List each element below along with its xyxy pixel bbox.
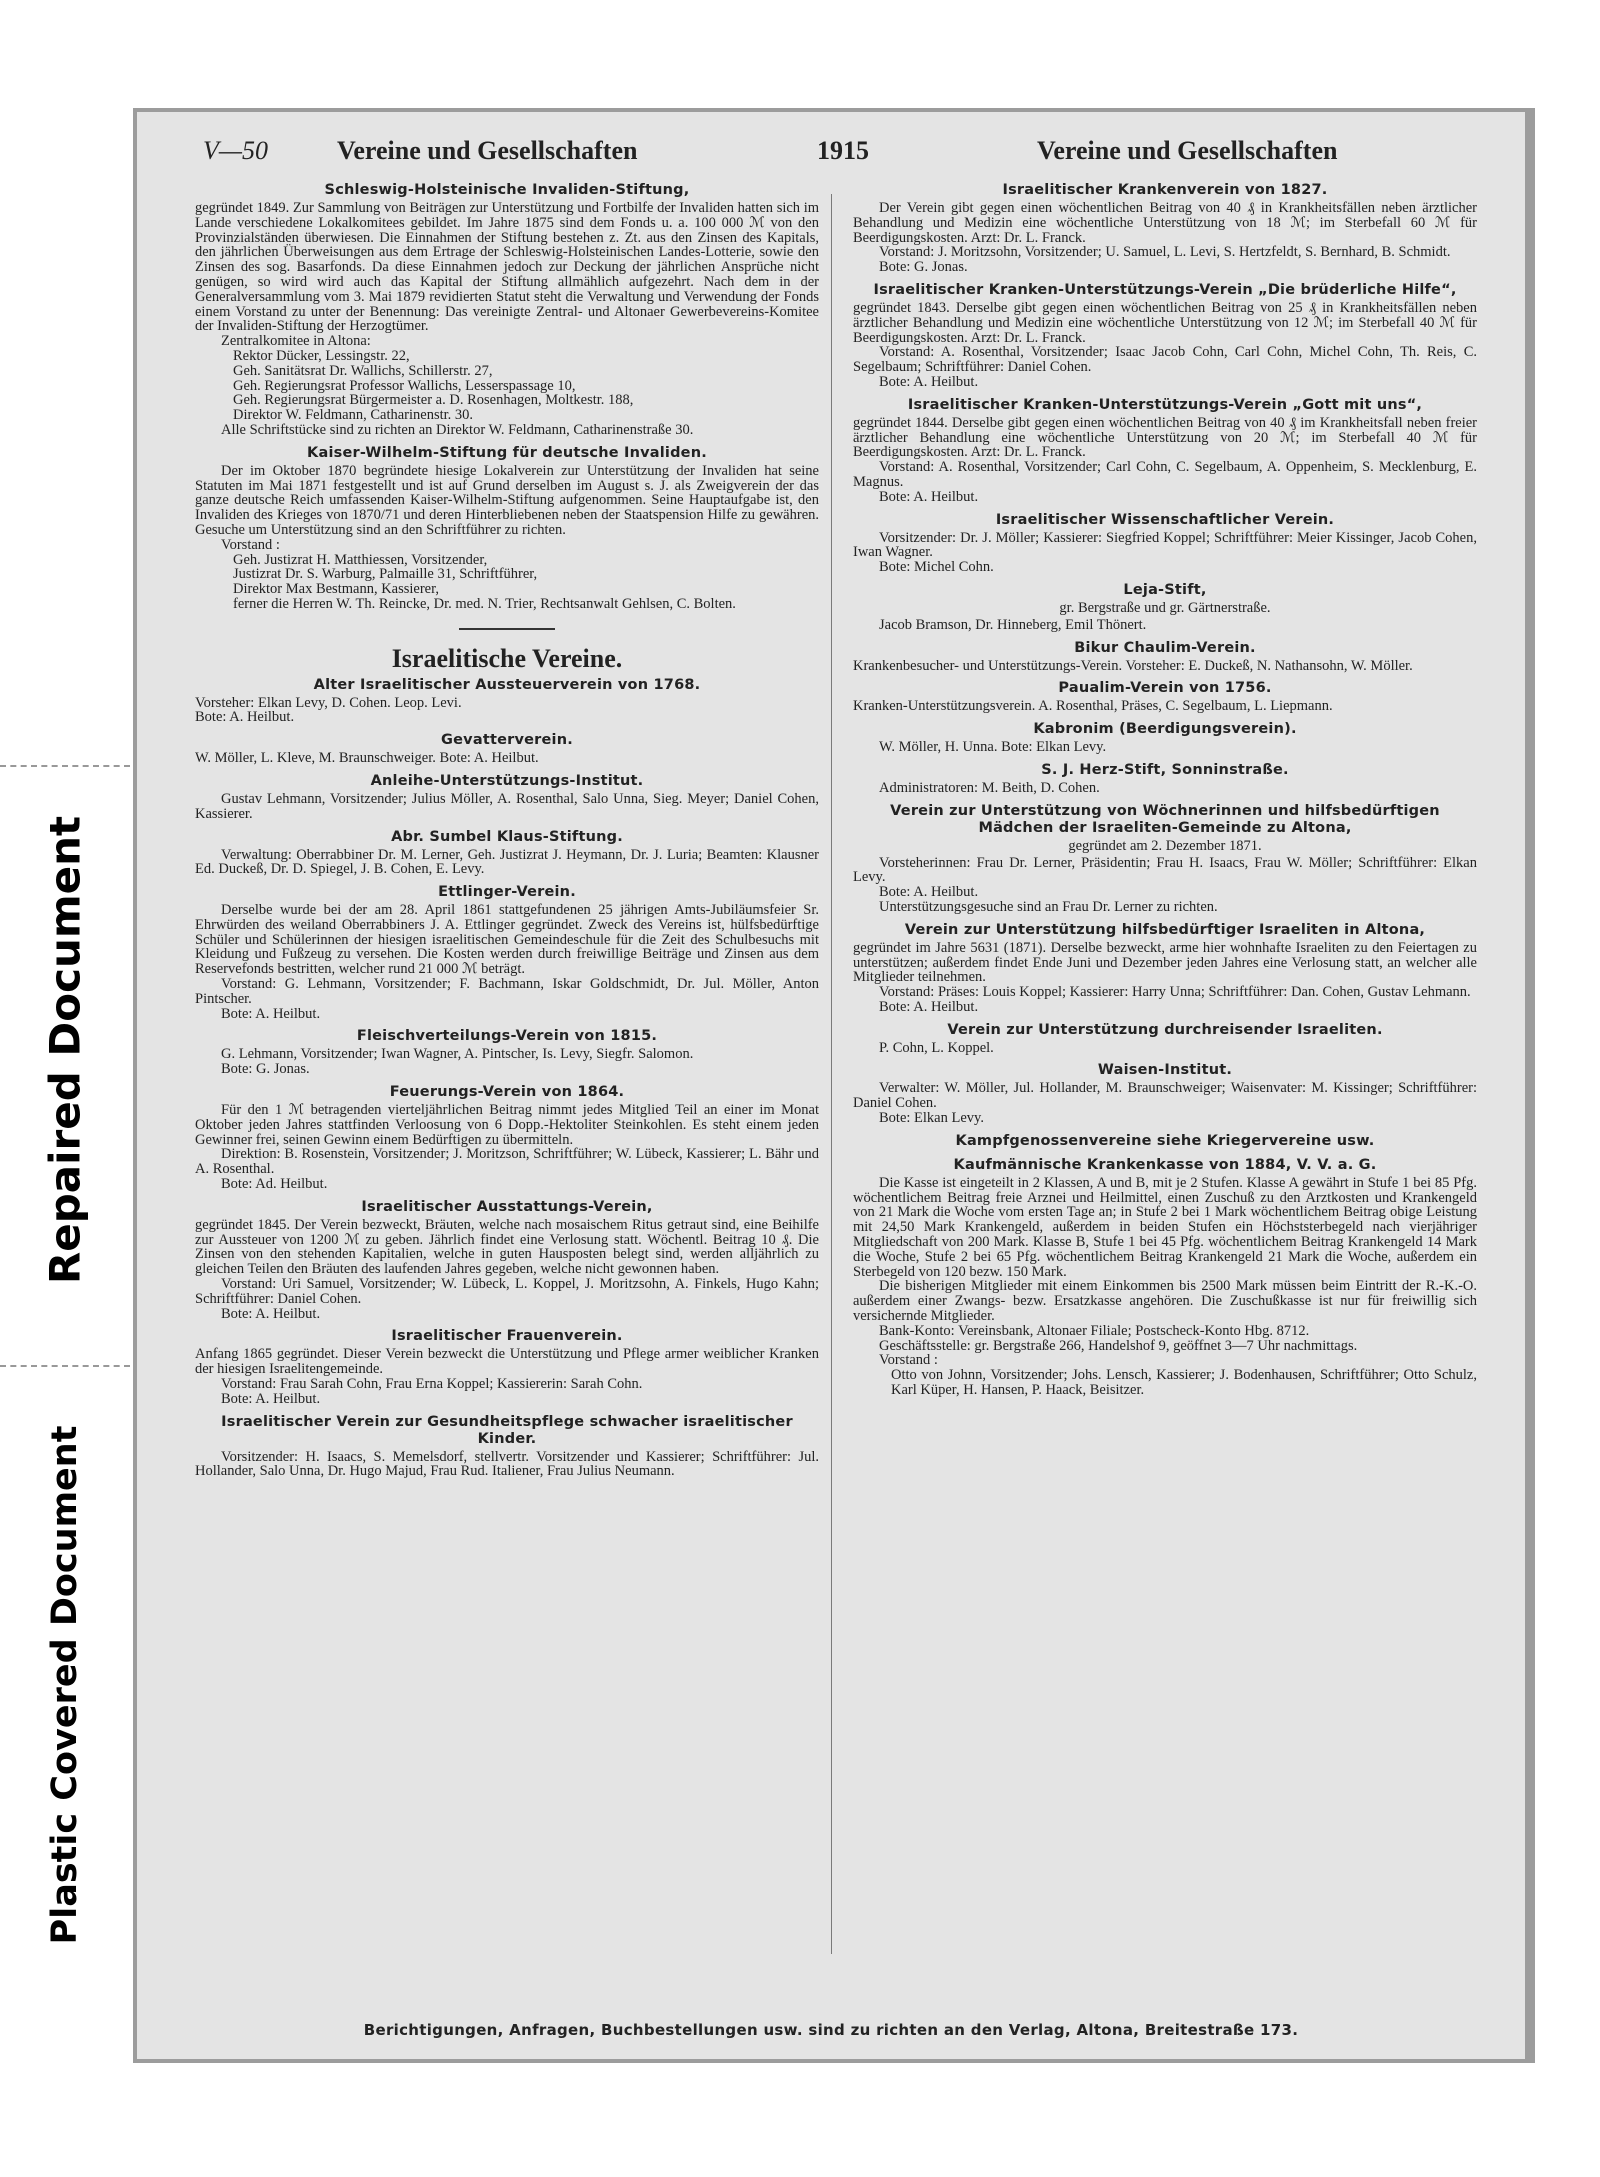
entry-section [195, 677, 819, 726]
entry-title: Abr. Sumbel Klaus-Stiftung. [391, 828, 623, 845]
entry-section [195, 1084, 819, 1192]
entry-section [853, 762, 1477, 796]
entry-text: Vorstand: G. Lehmann, Vorsitzender; F. Bachmann, Iskar Goldschmidt, Dr. Jul. Möller, Anton Pintscher. [195, 976, 819, 1007]
entry-title: Schleswig-Holsteinische Invaliden-Stiftung, [324, 182, 690, 198]
entry-section [853, 640, 1477, 674]
entry-title: Verein zur Unterstützung durchreisender Israeliten. [947, 1021, 1383, 1038]
entry-section [853, 582, 1477, 633]
entry-section [195, 1028, 819, 1077]
entry-text: Direktion: B. Rosenstein, Vorsitzender; J. Moritzson, Schriftführer; W. Lübeck, Kassierer; L. Bähr und A. Rosenthal. [195, 1146, 819, 1178]
entry-text: Bote: Elkan Levy. [879, 1110, 984, 1127]
entry-text: Verwaltung: Oberrabbiner Dr. M. Lerner, Geh. Justizrat J. Heymann, Dr. J. Luria; Beamten: Klausner Ed. Duckeß, Dr. D. Spiegel, J. B. Cohen, E. Levy. [195, 846, 819, 878]
entry-section [853, 397, 1477, 505]
right-main-sections [853, 182, 1477, 1398]
entry-title: Israelitischer Verein zur Gesundheitspflege schwacher israelitischer Kinder. [221, 1413, 793, 1447]
entry-text: Vorstand : [221, 536, 280, 553]
entry-title: Israelitischer Krankenverein von 1827. [1002, 182, 1328, 198]
entry-subtitle: gr. Bergstraße und gr. Gärtnerstraße. [1059, 599, 1271, 616]
entry-text: Vorstand: Frau Sarah Cohn, Frau Erna Koppel; Kassiererin: Sarah Cohn. [221, 1376, 643, 1393]
entry-text: Administratoren: M. Beith, D. Cohen. [879, 779, 1100, 796]
entry-title: Verein zur Unterstützung von Wöchnerinnen und hilfsbedürftigen Mädchen der Israeliten-Gemeinde zu Altona, [890, 802, 1440, 836]
entry-text: Vorstand: Uri Samuel, Vorsitzender; W. Lübeck, L. Koppel, J. Moritzsohn, A. Finkels, Hugo Kahn; Schriftführer: Daniel Cohen. [195, 1276, 819, 1307]
entry-title: S. J. Herz-Stift, Sonninstraße. [1041, 761, 1289, 778]
entry-section [195, 829, 819, 878]
entry-subtitle: gegründet am 2. Dezember 1871. [1068, 837, 1262, 854]
entry-text: Bank-Konto: Vereinsbank, Altonaer Filiale; Postscheck-Konto Hbg. 8712. [879, 1322, 1310, 1339]
entry-text: Vorstand: Präses: Louis Koppel; Kassierer: Harry Unna; Schriftführer: Dan. Cohen, Gustav Lehmann. [879, 984, 1471, 1001]
entry-text: ferner die Herren W. Th. Reincke, Dr. med. N. Trier, Rechtsanwalt Gehlsen, C. Bolten. [233, 595, 736, 612]
entry-text: Bote: A. Heilbut. [221, 1390, 321, 1407]
running-title-right: Vereine und Gesellschaften [1037, 136, 1338, 165]
left-main-sections [195, 677, 819, 1480]
entry-title: Israelitischer Wissenschaftlicher Verein. [995, 511, 1335, 528]
entry-title: Bikur Chaulim-Verein. [1074, 639, 1256, 656]
entry-text: Otto von Johnn, Vorsitzender; Johs. Lensch, Kassierer; J. Bodenhausen, Schriftführer; Otto Schulz, Karl Küper, H. Hansen, P. Haack, Beisitzer. [891, 1367, 1477, 1399]
entry-title: Waisen-Institut. [1097, 1062, 1233, 1079]
entry-text: Bote: A. Heilbut. [221, 1005, 321, 1022]
entry-text: Alle Schriftstücke sind zu richten an Direktor W. Feldmann, Catharinenstraße 30. [221, 421, 694, 438]
plastic-covered-document-label: Plastic Covered Document [45, 1425, 85, 1945]
page-number: V—50 [203, 136, 268, 165]
entry-text: Vorsteher: Elkan Levy, D. Cohen. Leop. Levi. [195, 694, 462, 711]
entry-section [853, 1133, 1477, 1150]
entry-text: Bote: A. Heilbut. [879, 884, 979, 901]
entry-text: Vorstand: A. Rosenthal, Vorsitzender; Isaac Jacob Cohn, Carl Cohn, Michel Cohn, Th. Reis, C. Segelbaum; Schriftführer: Daniel Cohen. [853, 344, 1477, 376]
entry-section [195, 1328, 819, 1406]
entry-text: Der Verein gibt gegen einen wöchentlichen Beitrag von 40 ₰ in Krankheitsfällen neben ärztlicher Behandlung und Medizin eine wöchentliche Unterstützung von 18 ℳ; im Sterbefall 60 ℳ für Beerdigungskosten. Arzt: Dr. L. Franck. [853, 200, 1477, 246]
entry-text: P. Cohn, L. Koppel. [879, 1039, 994, 1056]
entry-text: Geh. Justizrat H. Matthiessen, Vorsitzender, [233, 551, 488, 568]
entry-section [853, 1022, 1477, 1056]
running-title-left: Vereine und Gesellschaften [337, 136, 638, 165]
entry-text: Vorsitzender: Dr. J. Möller; Kassierer: Siegfried Koppel; Schriftführer: Meier Kissinger, Jacob Cohen, Iwan Wagner. [853, 529, 1477, 561]
entry-title: Gevatterverein. [441, 732, 573, 749]
entry-title: Fleischverteilungs-Verein von 1815. [356, 1028, 658, 1045]
entry-section [853, 1062, 1477, 1125]
entry-section [853, 922, 1477, 1015]
entry-text: Vorstand : [879, 1352, 938, 1369]
entry-title: Kaiser-Wilhelm-Stiftung für deutsche Invaliden. [307, 444, 707, 461]
entry-title: Kabronim (Beerdigungsverein). [1033, 721, 1297, 738]
left-top-sections [195, 182, 819, 612]
entry-section [853, 282, 1477, 390]
entry-text: Vorsitzender: H. Isaacs, S. Memelsdorf, stellvertr. Vorsitzender und Kassierer; Schriftführer: Jul. Hollander, Salo Unna, Dr. Hugo Majud, Frau Rud. Italiener, Frau Julius Neumann. [195, 1448, 819, 1480]
cut-mark-top [0, 765, 130, 767]
entry-text: Gustav Lehmann, Vorsitzender; Julius Möller, A. Rosenthal, Salo Unna, Sieg. Meyer; Daniel Cohen, Kassierer. [195, 790, 819, 822]
entry-text: Für den 1 ℳ betragenden vierteljährlichen Beitrag nimmt jedes Mitglied Teil an einer im Monat Oktober jeden Jahres stattfinden Verloosung von 6 Dopp.-Hektoliter Steinkohlen. Es steht einem jeden Gewinner frei, seinen Gewinn einem Bedürftigen zu übermitteln. [195, 1102, 819, 1148]
entry-text: Bote: A. Heilbut. [879, 998, 979, 1015]
entry-text: Geh. Regierungsrat Bürgermeister a. D. Rosenhagen, Moltkestr. 188, [233, 392, 634, 409]
left-column [195, 182, 819, 1962]
entry-text: Die Kasse ist eingeteilt in 2 Klassen, A und B, mit je 2 Stufen. Klasse A gewährt in Stufe 1 bei 85 Pfg. wöchentlichem Beitrag freie Arznei und Heilmittel, einen Zuschuß zu den Arztkosten und Krankengeld von 21 Mark die Woche vom ersten Tage an; in Stufe 2 bei 1 Mark wöchentlichem Beitrag obige Leistung mit 24,50 Mark Krankengeld, außerdem in beiden Stufen ein Höchststerbegeld nach vierjähriger Mitgliedschaft von 200 Mark. Klasse B, Stufe 1 bei 45 Pfg. wöchentlichem Beitrag Krankengeld 14 Mark die Woche, Stufe 2 bei 65 Pfg. wöchentlichem Beitrag Krankengeld 21 Mark die Woche, außerdem ein Sterbegeld von 120 bezw. 150 Mark. [853, 1174, 1477, 1280]
entry-title: Feuerungs-Verein von 1864. [389, 1084, 625, 1101]
entry-text: Derselbe wurde bei der am 28. April 1861 stattgefundenen 25 jährigen Amts-Jubiläumsfeier Sr. Ehrwürden des weiland Oberrabbiners J. A. Ettlinger gegründet. Zweck des Vereins ist, hülfsbedürftige Schüler und Schülerinnen der hiesigen israelitischen Gemeindeschule für die Zeit des Schulbesuchs mit Kleidung und Fußzeug zu versehen. Die Kosten werden durch freiwillige Beiträge und Zinsen aus dem Reservefonds bestritten, welcher rund 21 000 ℳ beträgt. [195, 902, 819, 978]
entry-text: Bote: A. Heilbut. [195, 709, 295, 726]
entry-text: Unterstützungsgesuche sind an Frau Dr. Lerner zu richten. [879, 898, 1218, 915]
page-header [137, 136, 1525, 176]
entry-text: Rektor Dücker, Lessingstr. 22, [233, 347, 410, 364]
entry-text: Zentralkomitee in Altona: [221, 333, 371, 350]
entry-text: W. Möller, H. Unna. Bote: Elkan Levy. [879, 739, 1107, 756]
entry-section [853, 182, 1477, 275]
entry-text: gegründet 1843. Derselbe gibt gegen einen wöchentlichen Beitrag von 25 ₰ in Krankheitsfällen neben ärztlicher Behandlung und Medizin eine wöchentliche Unterstützung von 12 ℳ; im Sterbefall 40 ℳ für Beerdigungskosten. Arzt: Dr. L. Franck. [853, 299, 1477, 346]
entry-section [195, 773, 819, 822]
entry-text: Geh. Sanitätsrat Dr. Wallichs, Schillerstr. 27, [233, 362, 493, 379]
entry-title: Ettlinger-Verein. [438, 884, 576, 901]
entry-text: Kranken-Unterstützungsverein. A. Rosenthal, Präses, C. Segelbaum, L. Liepmann. [853, 698, 1333, 715]
entry-section [195, 1414, 819, 1480]
entry-text: Jacob Bramson, Dr. Hinneberg, Emil Thönert. [879, 616, 1147, 633]
entry-section [195, 445, 819, 612]
entry-section [853, 680, 1477, 714]
section-rule [459, 628, 555, 630]
entry-text: Geh. Regierungsrat Professor Wallichs, Lesserspassage 10, [233, 377, 576, 394]
entry-section [853, 803, 1477, 915]
cut-mark-bottom [0, 1365, 130, 1367]
side-label-strip [0, 0, 130, 2177]
entry-text: Vorsteherinnen: Frau Dr. Lerner, Präsidentin; Frau H. Isaacs, Frau W. Möller; Schriftführer: Elkan Levy. [853, 854, 1477, 886]
scanned-page [133, 108, 1535, 2063]
entry-title: Anleihe-Unterstützungs-Institut. [370, 772, 644, 789]
entry-text: Verwalter: W. Möller, Jul. Hollander, M. Braunschweiger; Waisenvater: M. Kissinger; Schriftführer: Daniel Cohen. [853, 1080, 1477, 1112]
entry-text: Bote: A. Heilbut. [879, 373, 979, 390]
entry-section [853, 1157, 1477, 1398]
entry-text: Bote: A. Heilbut. [221, 1305, 321, 1322]
entry-title: Paualim-Verein von 1756. [1058, 680, 1272, 697]
entry-text: G. Lehmann, Vorsitzender; Iwan Wagner, A. Pintscher, Is. Levy, Siegfr. Salomon. [221, 1046, 694, 1063]
entry-text: Geschäftsstelle: gr. Bergstraße 266, Handelshof 9, geöffnet 3—7 Uhr nachmittags. [879, 1337, 1358, 1354]
entry-section [195, 732, 819, 766]
entry-title: Kaufmännische Krankenkasse von 1884, V. V. a. G. [953, 1156, 1377, 1173]
entry-title: Israelitischer Kranken-Unterstützungs-Verein „Gott mit uns“, [907, 396, 1423, 413]
entry-title: Israelitischer Frauenverein. [391, 1328, 623, 1345]
entry-text: Bote: Michel Cohn. [879, 559, 994, 576]
entry-text: gegründet 1845. Der Verein bezweckt, Bräuten, welche nach mosaischem Ritus getraut sind, eine Beihilfe zur Aussteuer von 1200 ℳ zu geben. Jährlich findet eine Verlosung statt. Wöchentl. Beitrag 10 ₰. Die Zinsen von den stehenden Kapitalien, welche in guten Hausposten belegt sind, werden alljährlich zu gleichen Teilen den Bräuten des laufenden Jahres gegeben, welche nicht gewonnen haben. [195, 1216, 819, 1278]
entry-title: Israelitischer Kranken-Unterstützungs-Verein „Die brüderliche Hilfe“, [873, 281, 1457, 298]
entry-text: gegründet 1844. Derselbe gibt gegen einen wöchentlichen Beitrag von 40 ₰ im Krankheitsfall neben freier ärztlicher Behandlung eine wöchentliche Unterstützung von 20 ℳ; im Sterbefall 40 ℳ für Beerdigungskosten. Arzt: Dr. L. Franck. [853, 414, 1477, 461]
repaired-document-label: Repaired Document [40, 815, 90, 1285]
entry-title: Israelitischer Ausstattungs-Verein, [361, 1198, 653, 1215]
entry-text: gegründet 1849. Zur Sammlung von Beiträgen zur Unterstützung und Fortbilfe der Invaliden hatten sich im Lande verschiedene Lokalkomitees gebildet. Im Jahre 1875 sind dem Fonds u. a. 100 000 ℳ von den Provinzialständen überwiesen. Die Einnahmen der Stiftung bestehen z. Zt. aus den Zinsen des Kapitals, den jährlichen Überweisungen aus dem Ertrage der Schleswig-Holsteinischen Landes-Lotterie, sowie den Zinsen des sog. Basarfonds. Da diese Einnahmen jedoch zur Deckung der jährlichen Ansprüche nicht genügen, so wird wird auch das Kapital der Stiftung allmählich aufgezehrt. Nach dem in der Generalversammlung vom 3. Mai 1879 revidierten Statut steht die Verwaltung und Verwendung der Fonds einem Vorstand zu unter der Benennung: Das vereinigte Zentral- und Altonaer Gewerbevereins-Komitee der Invaliden-Stiftung der Herzogtümer. [195, 200, 819, 335]
column-divider [831, 194, 832, 1954]
entry-text: Vorstand: A. Rosenthal, Vorsitzender; Carl Cohn, C. Segelbaum, A. Oppenheim, S. Mecklenburg, E. Magnus. [853, 459, 1477, 490]
israelitische-vereine-heading: Israelitische Vereine. [391, 643, 623, 673]
entry-text: Krankenbesucher- und Unterstützungs-Verein. Vorsteher: E. Duckeß, N. Nathansohn, W. Möller. [853, 657, 1413, 674]
entry-text: Vorstand: J. Moritzsohn, Vorsitzender; U. Samuel, L. Levi, S. Hertzfeldt, S. Bernhard, B. Schmidt. [879, 244, 1451, 261]
entry-text: W. Möller, L. Kleve, M. Braunschweiger. Bote: A. Heilbut. [195, 750, 539, 767]
entry-text: Bote: G. Jonas. [221, 1061, 310, 1078]
page-year: 1915 [817, 136, 869, 165]
entry-section [853, 721, 1477, 755]
entry-text: Der im Oktober 1870 begründete hiesige Lokalverein zur Unterstützung der Invaliden hat seine Statuten im Mai 1871 festgestellt und ist auf Grund derselben im August s. J. als Zweigverein der das ganze deutsche Reich umfassenden Kaiser-Wilhelm-Stiftung aufgenommen. Seine Hauptaufgabe ist, den Invaliden des Krieges von 1870/71 und deren Hinterbliebenen neben der Staatspension Hilfe zu gewähren. Gesuche um Unterstützung sind an den Schriftführer zu richten. [195, 462, 819, 538]
entry-text: Bote: Ad. Heilbut. [221, 1176, 328, 1193]
entry-title: Leja-Stift, [1123, 581, 1207, 598]
entry-title: Alter Israelitischer Aussteuerverein von 1768. [313, 676, 701, 693]
entry-text: Bote: G. Jonas. [879, 259, 968, 276]
entry-section [195, 884, 819, 1021]
entry-section [195, 1199, 819, 1322]
entry-text: gegründet im Jahre 5631 (1871). Derselbe bezweckt, arme hier wohnhafte Israeliten zu den Feiertagen zu unterstützen; außerdem findet Ende Juni und Dezember jeden Jahres eine Verlosung statt, an welcher alle Mitglieder teilnehmen. [853, 939, 1477, 986]
entry-text: Direktor Max Bestmann, Kassierer, [233, 581, 439, 598]
entry-text: Justizrat Dr. S. Warburg, Palmaille 31, Schriftführer, [233, 566, 538, 583]
entry-title: Kampfgenossenvereine siehe Kriegervereine usw. [955, 1132, 1375, 1149]
page-footer: Berichtigungen, Anfragen, Buchbestellungen usw. sind zu richten an den Verlag, Altona, Breitestraße 173. [363, 2021, 1299, 2039]
entry-text: Anfang 1865 gegründet. Dieser Verein bezweckt die Unterstützung und Pflege armer weiblicher Kranken der hiesigen Israelitengemeinde. [195, 1346, 819, 1378]
entry-text: Die bisherigen Mitglieder mit einem Einkommen bis 2500 Mark müssen beim Eintritt der R.-K.-O. außerdem einer Zwangs- bezw. Ersatzkasse angehören. Die Zuschußkasse ist nur für freiwillig sich versichernde Mitglieder. [853, 1278, 1477, 1325]
entry-section [195, 182, 819, 438]
entry-section [853, 512, 1477, 575]
right-column [853, 182, 1477, 1962]
entry-text: Direktor W. Feldmann, Catharinenstr. 30. [233, 407, 474, 424]
entry-title: Verein zur Unterstützung hilfsbedürftiger Israeliten in Altona, [904, 921, 1426, 938]
entry-text: Bote: A. Heilbut. [879, 488, 979, 505]
